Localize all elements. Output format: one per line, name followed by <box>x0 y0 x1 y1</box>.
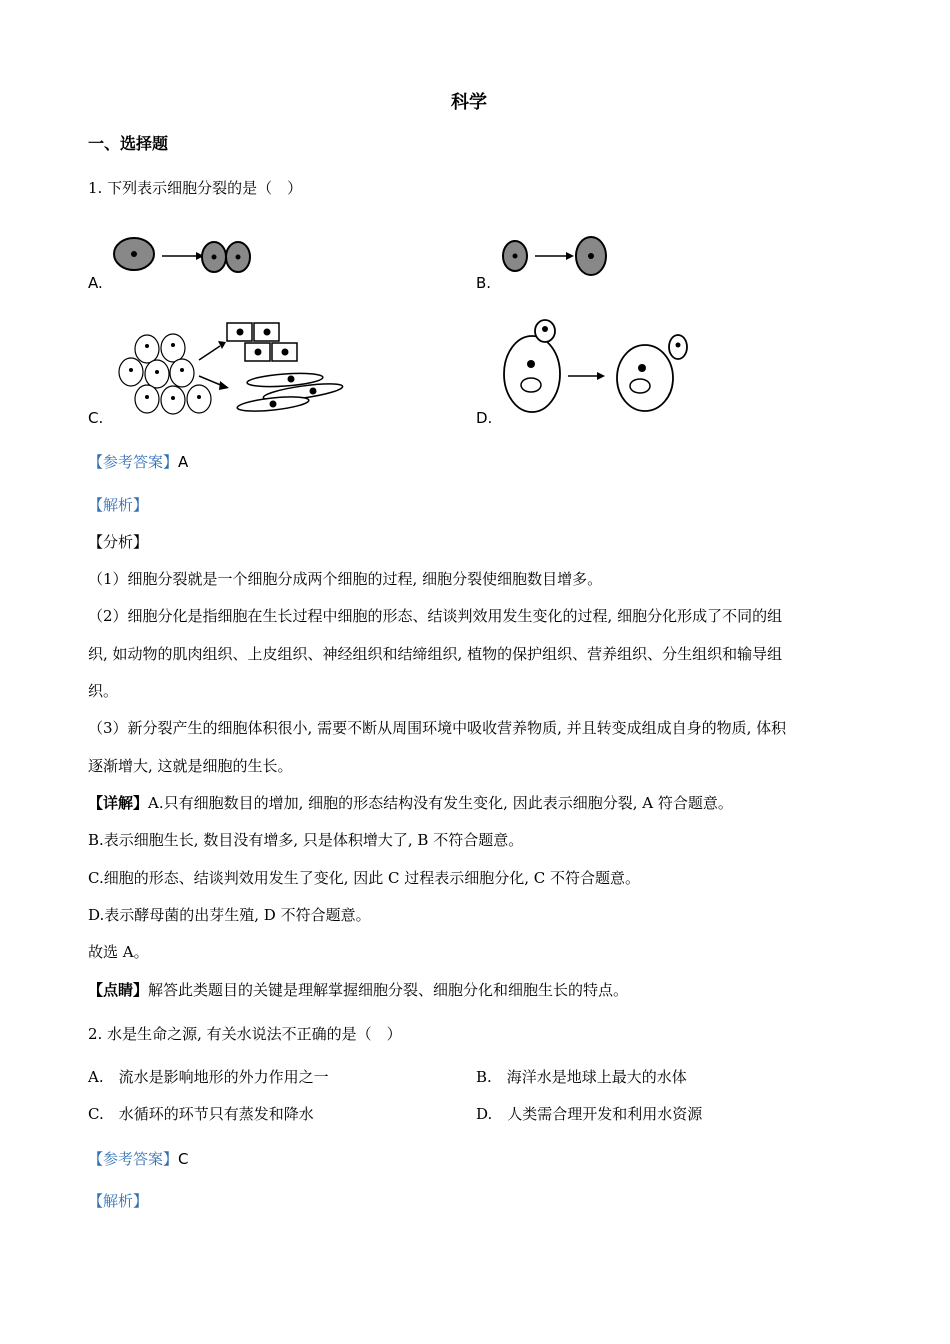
page-title: 科学 <box>451 92 487 113</box>
q1-answer-label: 【参考答案】 <box>88 453 179 471</box>
q1-para-1: （1）细胞分裂就是一个细胞分成两个细胞的过程, 细胞分裂使细胞数目增多。 <box>88 570 603 588</box>
q1-detail-label: 【详解】 <box>88 794 149 812</box>
q1-figure-c <box>115 320 355 420</box>
q1-option-b: B. <box>476 274 492 292</box>
q1-choose: 故选 A。 <box>88 943 149 961</box>
q1-answer <box>88 451 188 472</box>
q1-analysis-label: 【解析】 <box>88 496 149 514</box>
q1-tip-text: 解答此类题目的关键是理解掌握细胞分裂、细胞分化和细胞生长的特点。 <box>148 981 629 999</box>
q1-fenxi-label: 【分析】 <box>88 533 149 551</box>
q1-detail-b: B.表示细胞生长, 数目没有增多, 只是体积增大了, B 不符合题意。 <box>88 831 524 849</box>
q1-option-c: C. <box>88 409 104 427</box>
q1-figure-b <box>498 234 618 279</box>
q2-option-b: B. 海洋水是地球上最大的水体 <box>476 1068 687 1086</box>
q1-option-a: A. <box>88 274 103 292</box>
q2-option-c: C. 水循环的环节只有蒸发和降水 <box>88 1105 314 1123</box>
q2-answer-value: C <box>178 1150 189 1168</box>
q1-option-d: D. <box>476 409 493 427</box>
q1-para-3-line-1: （3）新分裂产生的细胞体积很小, 需要不断从周围环境中吸收营养物质, 并且转变成组成自身的物质, 体积 <box>88 719 787 737</box>
q1-figure-a <box>110 234 260 276</box>
q1-para-3-line-2: 逐渐增大, 这就是细胞的生长。 <box>88 757 293 775</box>
q2-answer-label: 【参考答案】 <box>88 1150 179 1168</box>
q1-tip <box>88 979 628 1000</box>
section-heading: 一、选择题 <box>88 134 169 153</box>
q1-stem: 1. 下列表示细胞分裂的是（ ） <box>88 179 303 197</box>
q2-option-a: A. 流水是影响地形的外力作用之一 <box>88 1068 329 1086</box>
q2-option-d: D. 人类需合理开发和利用水资源 <box>476 1105 703 1123</box>
q1-tip-label: 【点睛】 <box>88 981 149 999</box>
q1-para-2-line-3: 织。 <box>88 682 119 700</box>
q1-figure-d <box>500 318 700 418</box>
q1-detail-a-text: A.只有细胞数目的增加, 细胞的形态结构没有发生变化, 因此表示细胞分裂, A 符合题意。 <box>148 794 733 812</box>
q2-stem: 2. 水是生命之源, 有关水说法不正确的是（ ） <box>88 1025 402 1043</box>
q2-answer <box>88 1148 189 1169</box>
q1-para-2-line-1: （2）细胞分化是指细胞在生长过程中细胞的形态、结谈判效用发生变化的过程, 细胞分化形成了不同的组 <box>88 607 783 625</box>
q1-detail-a <box>88 792 733 813</box>
q1-answer-value: A <box>178 453 189 471</box>
q1-detail-d: D.表示酵母菌的出芽生殖, D 不符合题意。 <box>88 906 371 924</box>
q1-para-2-line-2: 织, 如动物的肌肉组织、上皮组织、神经组织和结缔组织, 植物的保护组织、营养组织、分生组织和输导组 <box>88 645 783 663</box>
q2-analysis-label: 【解析】 <box>88 1192 149 1210</box>
q1-detail-c: C.细胞的形态、结谈判效用发生了变化, 因此 C 过程表示细胞分化, C 不符合题意。 <box>88 869 641 887</box>
